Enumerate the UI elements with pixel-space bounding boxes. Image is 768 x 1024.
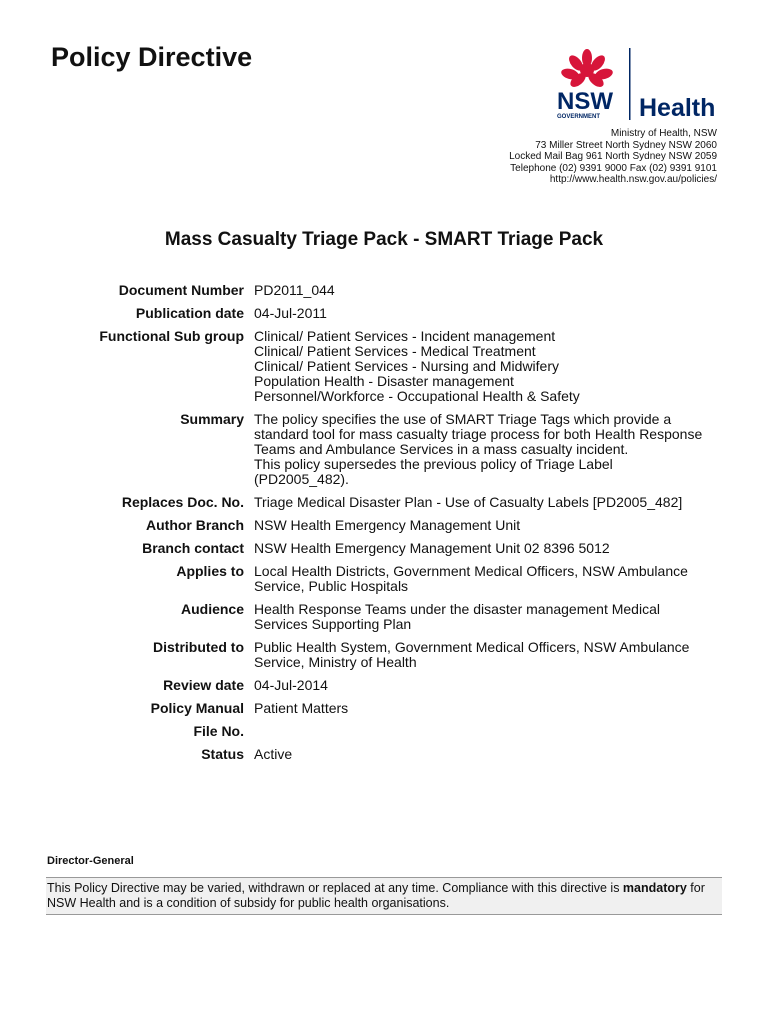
field-row [0,495,768,510]
field-row [0,602,768,632]
field-row [0,678,768,693]
field-label: Audience [180,601,244,617]
field-label: Author Branch [146,517,244,533]
field-label: Policy Manual [150,700,244,716]
field-value [254,724,724,739]
field-label: Branch contact [142,540,244,556]
field-value-line: Clinical/ Patient Services - Incident management [254,328,556,344]
logo-divider [629,48,631,120]
field-value-line: Public Health System, Government Medical Officers, NSW Ambulance [254,639,690,655]
field-value-line: Clinical/ Patient Services - Nursing and Midwifery [254,358,559,374]
field-row [0,412,768,487]
field-label: Distributed to [153,639,244,655]
field-value [254,678,724,693]
field-value-line: Clinical/ Patient Services - Medical Treatment [254,343,536,359]
logo-nsw-text: NSW [557,88,613,115]
field-label: Applies to [176,563,244,579]
logo-government-text: GOVERNMENT [557,114,601,120]
field-value-line: Population Health - Disaster management [254,373,514,389]
field-label: Publication date [135,305,244,321]
field-value [254,329,724,404]
address-line: 73 Miller Street North Sydney NSW 2060 [535,139,717,151]
waratah-logo-icon [553,48,723,122]
address-line: Locked Mail Bag 961 North Sydney NSW 2059 [509,151,717,162]
field-value-line: Services Supporting Plan [254,616,412,632]
field-row [0,640,768,670]
field-row [0,541,768,556]
document-fields [0,283,768,770]
field-value-line: Teams and Ambulance Services in a mass casualty incident. [254,441,629,457]
field-label: Replaces Doc. No. [121,494,244,510]
field-value-line: PD2011_044 [254,282,335,298]
field-row [0,306,768,321]
field-row [0,701,768,716]
field-value-line: This policy supersedes the previous policy of Triage Label [254,456,613,472]
address-line: Ministry of Health, NSW [610,128,717,139]
document-title: Mass Casualty Triage Pack - SMART Triage Pack [164,229,604,250]
field-value-line: (PD2005_482). [254,471,349,487]
field-value [254,541,724,556]
compliance-notice [46,877,722,915]
policies-link[interactable]: http://www.health.nsw.gov.au/policies/ [549,174,717,185]
field-row [0,724,768,739]
field-label: Review date [163,677,244,693]
field-row [0,518,768,533]
page-title: Policy Directive [51,42,253,72]
notice-text-end: for NSW Health and is a condition of subsidy for public health organisations. [47,881,705,910]
field-value-line: NSW Health Emergency Management Unit 02 8396 5012 [254,540,610,556]
field-value-line: Service, Public Hospitals [254,578,409,594]
field-value [254,283,724,298]
field-value [254,306,724,321]
nsw-health-logo [553,48,723,122]
signatory-label: Director-General [47,855,134,867]
field-value [254,495,724,510]
field-label: Status [201,746,244,762]
field-value [254,747,724,762]
field-value-line: Health Response Teams under the disaster management Medical [254,601,660,617]
field-row [0,564,768,594]
field-value-line: 04-Jul-2014 [254,677,328,693]
field-row [0,329,768,404]
field-label: Functional Sub group [99,328,244,344]
field-label: File No. [193,723,244,739]
field-value-line: standard tool for mass casualty triage process for both Health Response [254,426,703,442]
notice-emphasis: mandatory [622,881,687,895]
field-value-line: Triage Medical Disaster Plan - Use of Casualty Labels [PD2005_482] [254,494,683,510]
field-value-line: 04-Jul-2011 [254,305,327,321]
field-row [0,747,768,762]
field-value-line: Patient Matters [254,700,349,716]
field-value-line [254,724,724,739]
field-row [0,283,768,298]
logo-health-text: Health [639,94,716,122]
field-value-line: The policy specifies the use of SMART Triage Tags which provide a [254,411,672,427]
field-value-line: Local Health Districts, Government Medical Officers, NSW Ambulance [254,563,688,579]
field-value [254,518,724,533]
field-value-line: Service, Ministry of Health [254,654,417,670]
field-value [254,701,724,716]
field-value-line: NSW Health Emergency Management Unit [254,517,521,533]
field-value [254,640,724,670]
field-label: Document Number [118,282,244,298]
field-value [254,412,724,487]
field-value-line: Active [254,746,293,762]
address-line: Telephone (02) 9391 9000 Fax (02) 9391 9101 [510,162,717,174]
field-value-line: Personnel/Workforce - Occupational Health & Safety [254,388,580,404]
ministry-address [509,128,717,186]
field-value [254,564,724,594]
notice-text: This Policy Directive may be varied, withdrawn or replaced at any time. Compliance with this directive is [47,881,623,895]
field-label: Summary [180,411,244,427]
field-value [254,602,724,632]
